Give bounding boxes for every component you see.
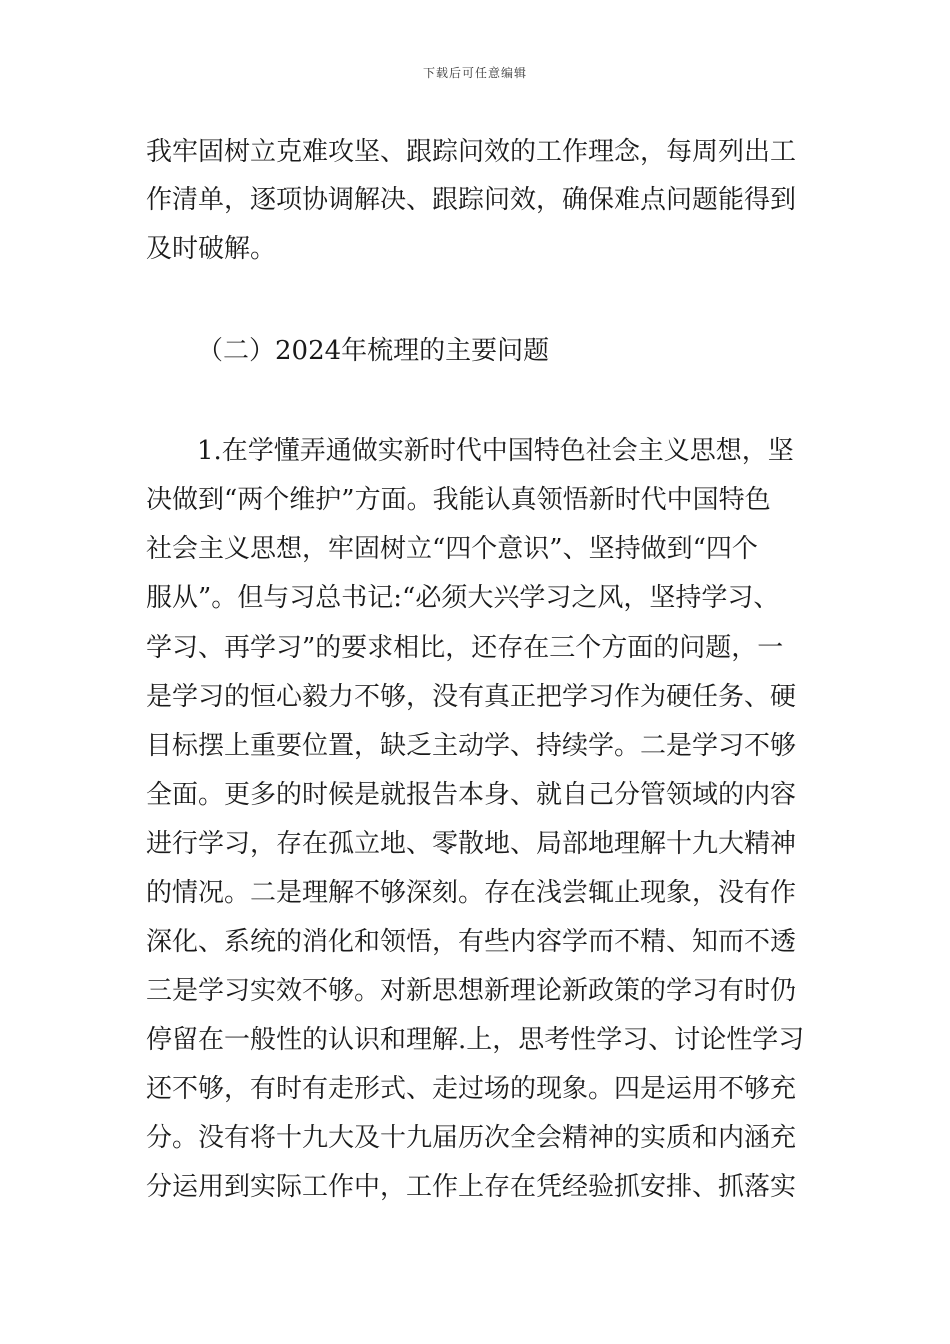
text-line: 分。没有将十九大及十九届历次全会精神的实质和内涵充 xyxy=(146,1123,797,1153)
section-heading: （二）2024年梳理的主要问题 xyxy=(197,336,550,366)
text-line: 决做到“两个维护”方面。我能认真领悟新时代中国特色 xyxy=(146,485,771,515)
text-line: 服从”。但与习总书记:“必须大兴学习之风，坚持学习、 xyxy=(146,583,780,613)
text-line: 作清单，逐项协调解决、跟踪问效，确保难点问题能得到 xyxy=(146,185,797,215)
text-line: 的情况。二是理解不够深刻。存在浅尝辄止现象，没有作 xyxy=(146,878,797,908)
text-line: 全面。更多的时候是就报告本身、就自己分管领域的内容 xyxy=(146,780,797,810)
text-line: 及时破解。 xyxy=(146,234,277,264)
text-line: 分运用到实际工作中，工作上存在凭经验抓安排、抓落实 xyxy=(146,1172,797,1202)
text-line: 目标摆上重要位置，缺乏主动学、持续学。二是学习不够 xyxy=(146,731,797,761)
text-line: 社会主义思想，牢固树立“四个意识”、坚持做到“四个 xyxy=(146,534,758,564)
text-line: 三是学习实效不够。对新思想新理论新政策的学习有时仍 xyxy=(146,976,797,1006)
text-line: 还不够，有时有走形式、走过场的现象。四是运用不够充 xyxy=(146,1074,797,1104)
text-line: 深化、系统的消化和领悟，有些内容学而不精、知而不透 xyxy=(146,927,797,957)
text-line: 停留在一般性的认识和理解.上，思考性学习、讨论性学习 xyxy=(146,1025,805,1055)
text-line: 学习、再学习”的要求相比，还存在三个方面的问题，一 xyxy=(146,633,784,663)
text-line: 我牢固树立克难攻坚、跟踪问效的工作理念，每周列出工 xyxy=(146,137,797,167)
text-line: 1.在学懂弄通做实新时代中国特色社会主义思想，坚 xyxy=(197,436,794,466)
text-line: 是学习的恒心毅力不够，没有真正把学习作为硬任务、硬 xyxy=(146,682,797,712)
page-header: 下载后可任意编辑 xyxy=(422,66,527,80)
text-line: 进行学习，存在孤立地、零散地、局部地理解十九大精神 xyxy=(146,829,797,859)
